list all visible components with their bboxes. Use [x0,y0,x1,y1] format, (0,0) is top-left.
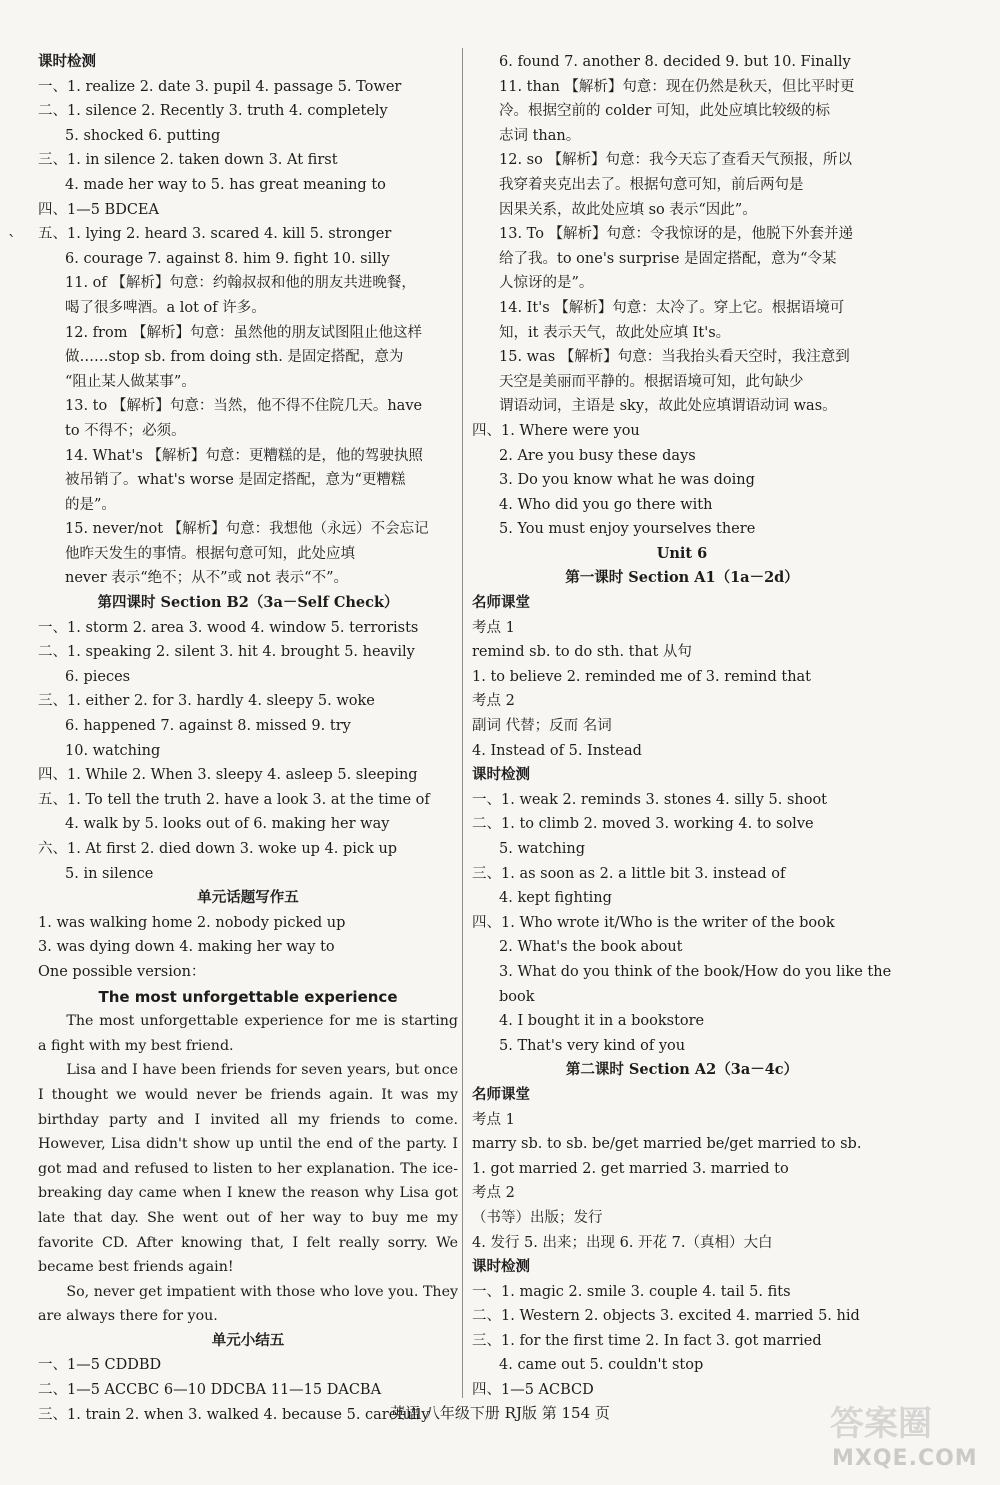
answer-line: 3. What do you think of the book/How do you like the [499,963,892,980]
answer-line: 因果关系，故此处应填 so 表示“因此”。 [499,201,757,218]
answer-line: 4. kept fighting [499,890,612,907]
answer-line: 5. in silence [65,865,154,882]
answer-line: 4. I bought it in a bookstore [499,1013,705,1030]
answer-line: 考点 1 [472,1111,515,1128]
answer-line: 2. What's the book about [499,939,683,956]
answer-line: 4. 发行 5. 出来；出现 6. 开花 7.（真相）大白 [472,1234,773,1251]
answer-line: 5. You must enjoy yourselves there [499,521,756,538]
answer-line: 4. came out 5. couldn't stop [499,1357,704,1374]
answer-line: 1. got married 2. get married 3. married to [472,1160,789,1177]
answer-line: 四、1. While 2. When 3. sleepy 4. asleep 5. sleeping [38,767,418,784]
essay-paragraph: Lisa and I have been friends for seven years, but once I thought we would never be friends again. It was my birthday party and I invited all my friends to come. However, Lisa didn't show up until the end of the party. I got mad and refused to listen to her explanation. The ice-breaking day came when I knew the reason why Lisa got late that day. She went out of her way to buy me my favorite CD. After knowing that, I felt really sorry. We became best friends again! [38,1062,458,1276]
answer-line: 给了我。to one's surprise 是固定搭配，意为“令某 [499,250,837,267]
answer-line: 一、1. storm 2. area 3. wood 4. window 5. terrorists [38,619,419,636]
answer-line: 我穿着夹克出去了。根据句意可知，前后两句是 [499,176,804,193]
section-heading: 单元小结五 [211,1331,285,1349]
answer-line: 15. never/not 【解析】句意：我想他（永远）不会忘记 [65,521,429,538]
section-heading: 单元话题写作五 [197,889,299,907]
answer-line: 4. walk by 5. looks out of 6. making her way [65,816,390,833]
answer-line: 副词 代替；反而 名词 [472,718,612,735]
page-footer: 英语 八年级下册 RJ版 第 154 页 [390,1404,610,1422]
section-heading: 课时检测 [38,53,96,70]
section-heading: 名师课堂 [472,1085,530,1103]
answer-line: 6. found 7. another 8. decided 9. but 10. Finally [499,54,851,70]
answer-line: 二、1. Western 2. objects 3. excited 4. married 5. hid [472,1308,860,1325]
answer-line: 一、1—5 CDDBD [38,1357,162,1374]
answer-line: 二、1. to climb 2. moved 3. working 4. to solve [472,816,814,833]
answer-line: 10. watching [65,742,161,759]
answer-line: 的是”。 [65,496,116,513]
answer-line: 三、1. in silence 2. taken down 3. At first [38,152,338,169]
answer-line: 3. Do you know what he was doing [499,472,755,489]
answer-line: 13. to 【解析】句意：当然，他不得不住院几天。have [65,398,423,415]
answer-line: 一、1. magic 2. smile 3. couple 4. tail 5. fits [472,1283,791,1300]
answer-line: 四、1—5 BDCEA [38,201,159,218]
answer-line: 志词 than。 [499,127,581,144]
answer-line: 1. to believe 2. reminded me of 3. remind that [472,668,812,685]
answer-line: 人惊讶的是”。 [499,275,594,292]
answer-line: 五、1. To tell the truth 2. have a look 3. at the time of [38,791,430,808]
answer-line: 他昨天发生的事情。根据句意可知，此处应填 [65,545,355,562]
answer-line: One possible version： [38,963,206,980]
watermark-logo [812,1392,992,1480]
answer-line: 13. To 【解析】句意：令我惊讶的是，他脱下外套并递 [499,226,854,243]
watermark-cn: 答案圈 [830,1404,932,1444]
answer-line: 4. Who did you go there with [499,496,713,513]
answer-line: 考点 2 [472,693,515,710]
answer-line: 5. That's very kind of you [499,1037,686,1054]
answer-line: 考点 2 [472,1185,515,1202]
answer-line: 做……stop sb. from doing sth. 是固定搭配，意为 [65,349,404,366]
answer-line: 考点 1 [472,619,515,636]
answer-line: 六、1. At first 2. died down 3. woke up 4. pick up [38,841,398,857]
answer-line: 1. was walking home 2. nobody picked up [38,914,346,931]
answer-line: 四、1. Who wrote it/Who is the writer of the book [472,914,835,931]
answer-line: 知，it 表示天气，故此处应填 It's。 [499,324,731,341]
answer-line: 一、1. weak 2. reminds 3. stones 4. silly 5. shoot [472,791,828,808]
answer-line: 11. of 【解析】句意：约翰叔叔和他的朋友共进晚餐， [65,275,416,292]
answer-line: 喝了很多啤酒。a lot of 许多。 [65,299,266,316]
answer-line: remind sb. to do sth. that 从句 [472,644,692,661]
answer-line: 4. Instead of 5. Instead [472,742,642,759]
answer-line: 冷。根据空前的 colder 可知，此处应填比较级的标 [499,103,830,120]
answer-line: 6. courage 7. against 8. him 9. fight 10. silly [65,250,390,267]
answer-line: 谓语动词，主语是 sky，故此处应填谓语动词 was。 [499,398,837,415]
answer-line: “阻止某人做某事”。 [65,373,196,390]
answer-line: marry sb. to sb. be/get married be/get married to sb. [472,1136,862,1153]
essay-title: The most unforgettable experience [98,987,398,1006]
answer-line: 12. from 【解析】句意：虽然他的朋友试图阻止他这样 [65,324,423,341]
left-column [38,50,458,1427]
answer-line: 三、1. for the first time 2. In fact 3. got married [472,1332,822,1349]
answer-line: 一、1. realize 2. date 3. pupil 4. passage 5. Tower [38,78,402,95]
section-heading: 第四课时 Section B2（3a－Self Check） [97,594,399,612]
answer-line: 11. than 【解析】句意：现在仍然是秋天，但比平时更 [499,78,855,95]
answer-line: （书等）出版；发行 [472,1209,603,1226]
answer-line: 天空是美丽而平静的。根据语境可知，此句缺少 [499,373,804,390]
essay-paragraph: The most unforgettable experience for me is starting a fight with my best friend. [38,1013,458,1054]
answer-line: 14. It's 【解析】句意：太冷了。穿上它。根据语境可 [499,299,845,316]
answer-line: 二、1. speaking 2. silent 3. hit 4. brought 5. heavily [38,644,415,661]
answer-line: 15. was 【解析】句意：当我抬头看天空时，我注意到 [499,349,850,366]
column-divider [462,48,463,1398]
answer-line: 3. was dying down 4. making her way to [38,939,335,956]
answer-line: 四、1—5 ACBCD [472,1382,594,1399]
answer-line: 6. happened 7. against 8. missed 9. try [65,718,351,735]
answer-line: 5. watching [499,841,586,857]
answer-line: 14. What's 【解析】句意：更糟糕的是，他的驾驶执照 [65,447,423,464]
answer-line: 三、1. as soon as 2. a little bit 3. instead of [472,865,786,882]
answer-line: 二、1—5 ACCBC 6—10 DDCBA 11—15 DACBA [38,1382,382,1399]
answer-line: 五、1. lying 2. heard 3. scared 4. kill 5. stronger [38,226,392,243]
section-heading: Unit 6 [656,544,708,562]
answer-line: never 表示“绝不；从不”或 not 表示“不”。 [65,570,348,587]
answer-line: 12. so 【解析】句意：我今天忘了查看天气预报，所以 [499,152,852,169]
answer-line: 二、1. silence 2. Recently 3. truth 4. completely [38,103,388,120]
answer-line: 被吊销了。what's worse 是固定搭配，意为“更糟糕 [65,472,406,489]
section-heading: 第一课时 Section A1（1a－2d） [565,569,799,587]
answer-line: 6. pieces [65,668,131,685]
answer-line: 四、1. Where were you [472,422,640,439]
section-heading: 名师课堂 [472,594,530,612]
watermark-site: MXQE.COM [832,1446,978,1471]
margin-mark: ` [8,232,16,251]
answer-line: book [499,988,535,1005]
section-heading: 课时检测 [472,766,530,784]
answer-line: 5. shocked 6. putting [65,127,221,144]
answer-line: 2. Are you busy these days [499,447,696,464]
answer-line: 三、1. train 2. when 3. walked 4. because 5. carefully [38,1406,430,1423]
essay-paragraph: So, never get impatient with those who love you. They are always there for you. [38,1283,458,1325]
right-column [472,50,892,1403]
answer-line: 三、1. either 2. for 3. hardly 4. sleepy 5. woke [38,693,375,710]
answer-line: to 不得不；必须。 [65,422,186,439]
section-heading: 第二课时 Section A2（3a－4c） [565,1061,799,1079]
answer-line: 4. made her way to 5. has great meaning to [65,176,386,193]
section-heading: 课时检测 [472,1258,530,1276]
